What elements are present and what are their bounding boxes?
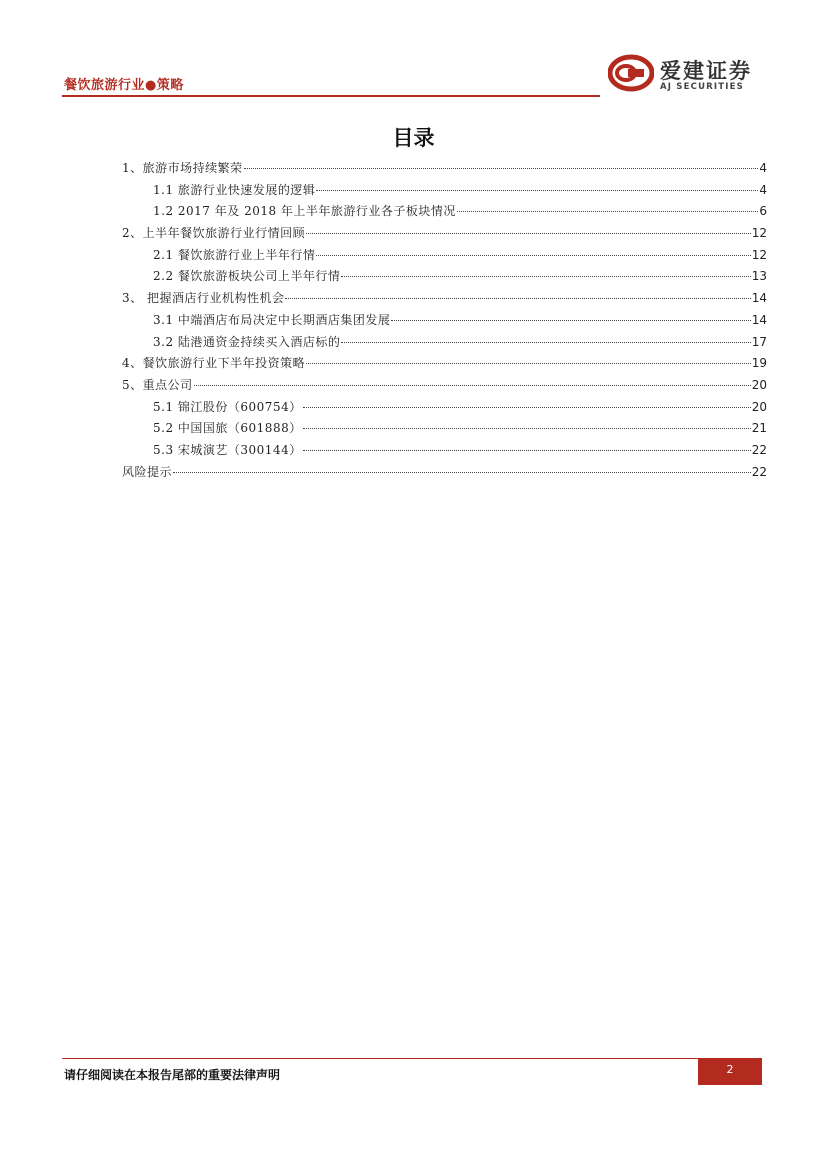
toc-entry-text: 1.2 2017 年及 2018 年上半年旅游行业各子板块情况	[153, 204, 456, 219]
toc-entry[interactable]	[122, 266, 767, 288]
toc-entry-text: 1.1 旅游行业快速发展的逻辑	[153, 182, 316, 197]
company-logo	[608, 52, 768, 96]
toc-entry-page: 14	[751, 312, 767, 327]
toc-entry[interactable]	[122, 397, 767, 419]
toc-entry-text: 3、 把握酒店行业机构性机会	[122, 291, 285, 306]
legal-disclaimer: 请仔细阅读在本报告尾部的重要法律声明	[64, 1068, 281, 1082]
toc-entry-text: 5.2 中国国旅（601888）	[153, 421, 302, 436]
dot-leader	[391, 320, 750, 321]
toc-entry-text: 风险提示	[122, 464, 173, 479]
header-divider	[62, 95, 600, 97]
toc-entry[interactable]	[122, 375, 767, 397]
dot-leader	[303, 428, 751, 429]
table-of-contents	[122, 158, 767, 483]
dot-leader	[306, 363, 751, 364]
dot-leader	[341, 342, 750, 343]
toc-entry-page: 6	[759, 204, 767, 219]
toc-entry-page: 20	[751, 377, 767, 392]
dot-leader	[341, 276, 750, 277]
toc-entry-page: 4	[759, 161, 767, 175]
toc-entry-page: 21	[751, 421, 767, 436]
toc-entry[interactable]	[122, 288, 767, 310]
toc-entry-page: 17	[751, 334, 767, 349]
logo-english-name: AJ SECURITIES	[660, 82, 744, 92]
toc-entry-text: 2.1 餐饮旅游行业上半年行情	[153, 247, 316, 262]
toc-entry-text: 1、旅游市场持续繁荣	[122, 161, 243, 175]
dot-leader	[316, 255, 750, 256]
toc-entry[interactable]	[122, 440, 767, 462]
toc-entry-text: 2.2 餐饮旅游板块公司上半年行情	[153, 269, 341, 284]
toc-entry-page: 20	[751, 399, 767, 414]
toc-entry[interactable]	[122, 158, 767, 180]
dot-leader	[194, 385, 751, 386]
logo-chinese-name: 爱建证券	[660, 59, 752, 83]
dot-leader	[316, 190, 758, 191]
dot-leader	[303, 450, 751, 451]
toc-entry-text: 4、餐饮旅游行业下半年投资策略	[122, 356, 306, 371]
toc-entry-page: 22	[751, 464, 767, 479]
footer-divider	[62, 1058, 762, 1059]
toc-entry-page: 19	[751, 356, 767, 371]
dot-leader	[303, 407, 751, 408]
dot-leader	[244, 168, 759, 169]
toc-entry[interactable]	[122, 332, 767, 354]
toc-entry-text: 3.2 陆港通资金持续买入酒店标的	[153, 334, 341, 349]
toc-entry-text: 2、上半年餐饮旅游行业行情回顾	[122, 226, 306, 241]
toc-entry[interactable]	[122, 223, 767, 245]
toc-entry[interactable]	[122, 245, 767, 267]
toc-entry[interactable]	[122, 310, 767, 332]
toc-entry-text: 5、重点公司	[122, 377, 193, 392]
toc-entry-page: 12	[751, 226, 767, 241]
toc-entry-text: 5.3 宋城演艺（300144）	[153, 442, 302, 457]
page-number: 2	[698, 1059, 762, 1085]
toc-entry-text: 5.1 锦江股份（600754）	[153, 399, 302, 414]
toc-entry-page: 22	[751, 442, 767, 457]
toc-entry[interactable]	[122, 418, 767, 440]
toc-entry-page: 12	[751, 247, 767, 262]
toc-entry-text: 3.1 中端酒店布局决定中长期酒店集团发展	[153, 312, 391, 327]
toc-entry[interactable]	[122, 462, 767, 484]
header-section-title: 餐饮旅游行业●策略	[64, 78, 184, 93]
toc-title: 目录	[392, 126, 435, 150]
dot-leader	[285, 298, 750, 299]
toc-entry-page: 14	[751, 291, 767, 306]
aj-logo-icon	[608, 54, 654, 92]
toc-entry[interactable]	[122, 353, 767, 375]
dot-leader	[173, 472, 751, 473]
toc-entry[interactable]	[122, 201, 767, 223]
dot-leader	[457, 211, 758, 212]
toc-entry-page: 13	[751, 269, 767, 284]
toc-entry-page: 4	[759, 182, 767, 197]
toc-entry[interactable]	[122, 180, 767, 202]
dot-leader	[306, 233, 751, 234]
